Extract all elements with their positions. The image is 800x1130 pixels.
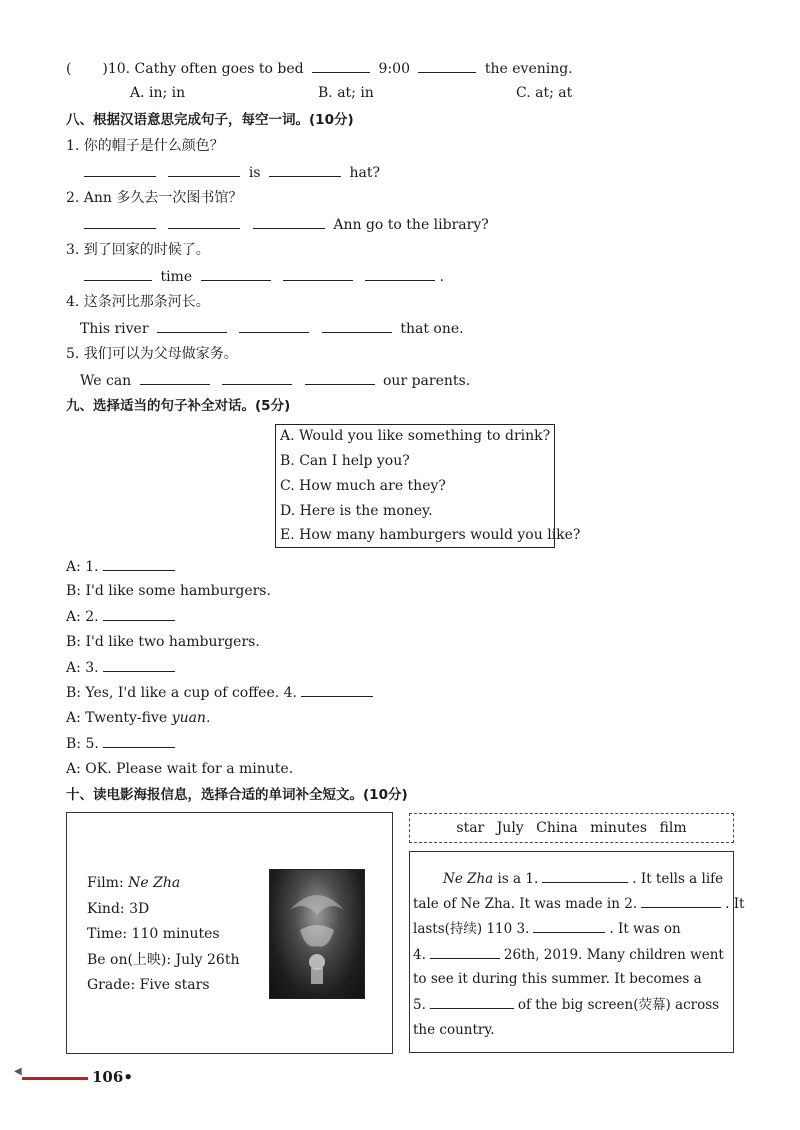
passage-blank-2[interactable] <box>641 893 721 908</box>
s8-1-blank-b[interactable] <box>168 162 240 177</box>
passage-l3-b: . It was on <box>609 921 681 937</box>
film-poster <box>66 812 393 1054</box>
s8-item-2-cn: 2. Ann 多久去一次图书馆？ <box>66 190 243 206</box>
word-bank: star July China minutes film <box>409 813 734 843</box>
movie-poster-image <box>269 869 365 999</box>
passage-line-5: to see it during this summer. It becomes a <box>413 971 702 987</box>
poster-film-name: Ne Zha <box>128 875 181 891</box>
options-box <box>275 424 581 548</box>
section-10-heading: 十、读电影海报信息，选择合适的单词补全短文。(10分) <box>66 787 408 803</box>
s8-3-end: . <box>439 269 444 285</box>
passage-blank-4[interactable] <box>430 944 500 959</box>
q10-blank-1[interactable] <box>312 58 370 73</box>
s8-4-blank-c[interactable] <box>322 318 392 333</box>
dialogue-line-2: B: I'd like some hamburgers. <box>66 583 271 599</box>
passage-l4-b: 26th, 2019. Many children went <box>503 947 724 963</box>
passage-line-2 <box>413 893 745 914</box>
passage-l2-a: tale of Ne Zha. It was made in 2. <box>413 896 638 912</box>
s8-item-2-en <box>80 214 489 235</box>
footer-mark-icon: ◀ <box>14 1066 22 1077</box>
s8-3-mid: time <box>160 269 193 285</box>
option-d: D. Here is the money. <box>280 503 433 519</box>
q10-line <box>66 58 573 79</box>
passage-l3-a: lasts(持续) 110 3. <box>413 921 530 937</box>
s8-1-blank-a[interactable] <box>84 162 156 177</box>
option-a: A. Would you like something to drink? <box>280 428 551 444</box>
passage-l4-a: 4. <box>413 947 426 963</box>
q10-end: the evening. <box>484 61 573 77</box>
q10-option-a: A. in; in <box>130 85 186 101</box>
dialogue-line-3 <box>66 606 179 627</box>
s8-3-blank-d[interactable] <box>365 266 435 281</box>
passage-blank-1[interactable] <box>542 868 628 883</box>
q10-option-c: C. at; at <box>516 85 573 101</box>
passage-blank-3[interactable] <box>533 918 605 933</box>
passage-box <box>409 851 745 1053</box>
poster-release: Be on(上映): July 26th <box>87 952 240 968</box>
dialogue-text-5: A: 3. <box>66 660 99 676</box>
passage-l2-b: . It <box>725 896 745 912</box>
dialogue-blank-1[interactable] <box>103 556 175 571</box>
page-number <box>92 1068 133 1086</box>
dialogue-text-8: B: 5. <box>66 736 99 752</box>
s8-item-3-cn: 3. 到了回家的时候了。 <box>66 242 210 258</box>
dialogue-line-7 <box>66 708 210 728</box>
dialogue-line-5 <box>66 657 179 678</box>
s8-item-3-en <box>80 266 444 287</box>
poster-kind: Kind: 3D <box>87 901 150 917</box>
q10-time: 9:00 <box>378 61 410 77</box>
dialogue-text-7: A: Twenty-five <box>66 710 168 726</box>
passage-line-4 <box>413 944 730 965</box>
poster-film-label: Film: <box>87 875 129 891</box>
s8-1-blank-c[interactable] <box>269 162 341 177</box>
passage-film-name: Ne Zha <box>443 871 494 887</box>
s8-item-5-cn: 5. 我们可以为父母做家务。 <box>66 346 238 362</box>
s8-4-end: that one. <box>400 321 464 337</box>
poster-time: Time: 110 minutes <box>87 926 220 942</box>
passage-blank-5[interactable] <box>430 994 514 1009</box>
dialogue-line-9: A: OK. Please wait for a minute. <box>66 761 294 777</box>
passage-line-1 <box>413 868 730 889</box>
poster-grade: Grade: Five stars <box>87 977 210 993</box>
dialogue-line-4: B: I'd like two hamburgers. <box>66 634 260 650</box>
dialogue-text-3: A: 2. <box>66 609 99 625</box>
section-9-heading: 九、选择适当的句子补全对话。(5分) <box>66 398 291 414</box>
dialogue-yuan: yuan. <box>171 710 211 726</box>
footer-rule <box>22 1077 88 1080</box>
q10-blank-2[interactable] <box>418 58 476 73</box>
dialogue-text-6: B: Yes, I'd like a cup of coffee. 4. <box>66 685 297 701</box>
s8-1-mid: is <box>248 165 261 181</box>
option-e: E. How many hamburgers would you like? <box>280 527 581 543</box>
s8-5-blank-c[interactable] <box>305 370 375 385</box>
s8-item-4-cn: 4. 这条河比那条河长。 <box>66 294 210 310</box>
s8-item-1-en <box>80 162 380 183</box>
s8-5-blank-a[interactable] <box>140 370 210 385</box>
passage-line-6 <box>413 994 730 1015</box>
page-number-value: 106 <box>92 1068 124 1086</box>
passage-l6-b: of the big screen(荧幕) across <box>517 997 720 1013</box>
s8-2-blank-b[interactable] <box>168 214 240 229</box>
poster-film <box>87 873 180 893</box>
passage-line-3 <box>413 918 730 939</box>
s8-1-end: hat? <box>349 165 380 181</box>
s8-4-start: This river <box>80 321 149 337</box>
dialogue-blank-4[interactable] <box>301 682 373 697</box>
s8-5-end: our parents. <box>383 373 471 389</box>
s8-3-blank-c[interactable] <box>283 266 353 281</box>
s8-item-4-en <box>80 318 464 339</box>
s8-item-5-en <box>80 370 470 391</box>
s8-5-start: We can <box>80 373 132 389</box>
passage-line-7: the country. <box>413 1022 495 1038</box>
s8-3-blank-b[interactable] <box>201 266 271 281</box>
passage-l6-a: 5. <box>413 997 426 1013</box>
s8-4-blank-b[interactable] <box>239 318 309 333</box>
dialogue-line-1 <box>66 556 179 577</box>
s8-2-blank-c[interactable] <box>253 214 325 229</box>
section-8-heading: 八、根据汉语意思完成句子，每空一词。(10分) <box>66 112 354 128</box>
option-c: C. How much are they? <box>280 478 446 494</box>
option-b: B. Can I help you? <box>280 453 410 469</box>
dialogue-line-8 <box>66 733 179 754</box>
q10-paren: ( <box>66 61 72 77</box>
s8-2-end: Ann go to the library? <box>333 217 489 233</box>
q10-stem: )10. Cathy often goes to bed <box>102 61 304 77</box>
s8-4-blank-a[interactable] <box>157 318 227 333</box>
page-number-dot: • <box>123 1068 133 1086</box>
passage-l1-b: . It tells a life <box>632 871 724 887</box>
s8-5-blank-b[interactable] <box>222 370 292 385</box>
s8-2-blank-a[interactable] <box>84 214 156 229</box>
dialogue-text-1: A: 1. <box>66 559 99 575</box>
dialogue-line-6 <box>66 682 377 703</box>
s8-item-1-cn: 1. 你的帽子是什么颜色？ <box>66 138 224 154</box>
dialogue-blank-5[interactable] <box>103 733 175 748</box>
s8-3-blank-a[interactable] <box>84 266 152 281</box>
dialogue-blank-3[interactable] <box>103 657 175 672</box>
q10-option-b: B. at; in <box>318 85 374 101</box>
passage-l1-a: is a 1. <box>497 871 539 887</box>
dialogue-blank-2[interactable] <box>103 606 175 621</box>
